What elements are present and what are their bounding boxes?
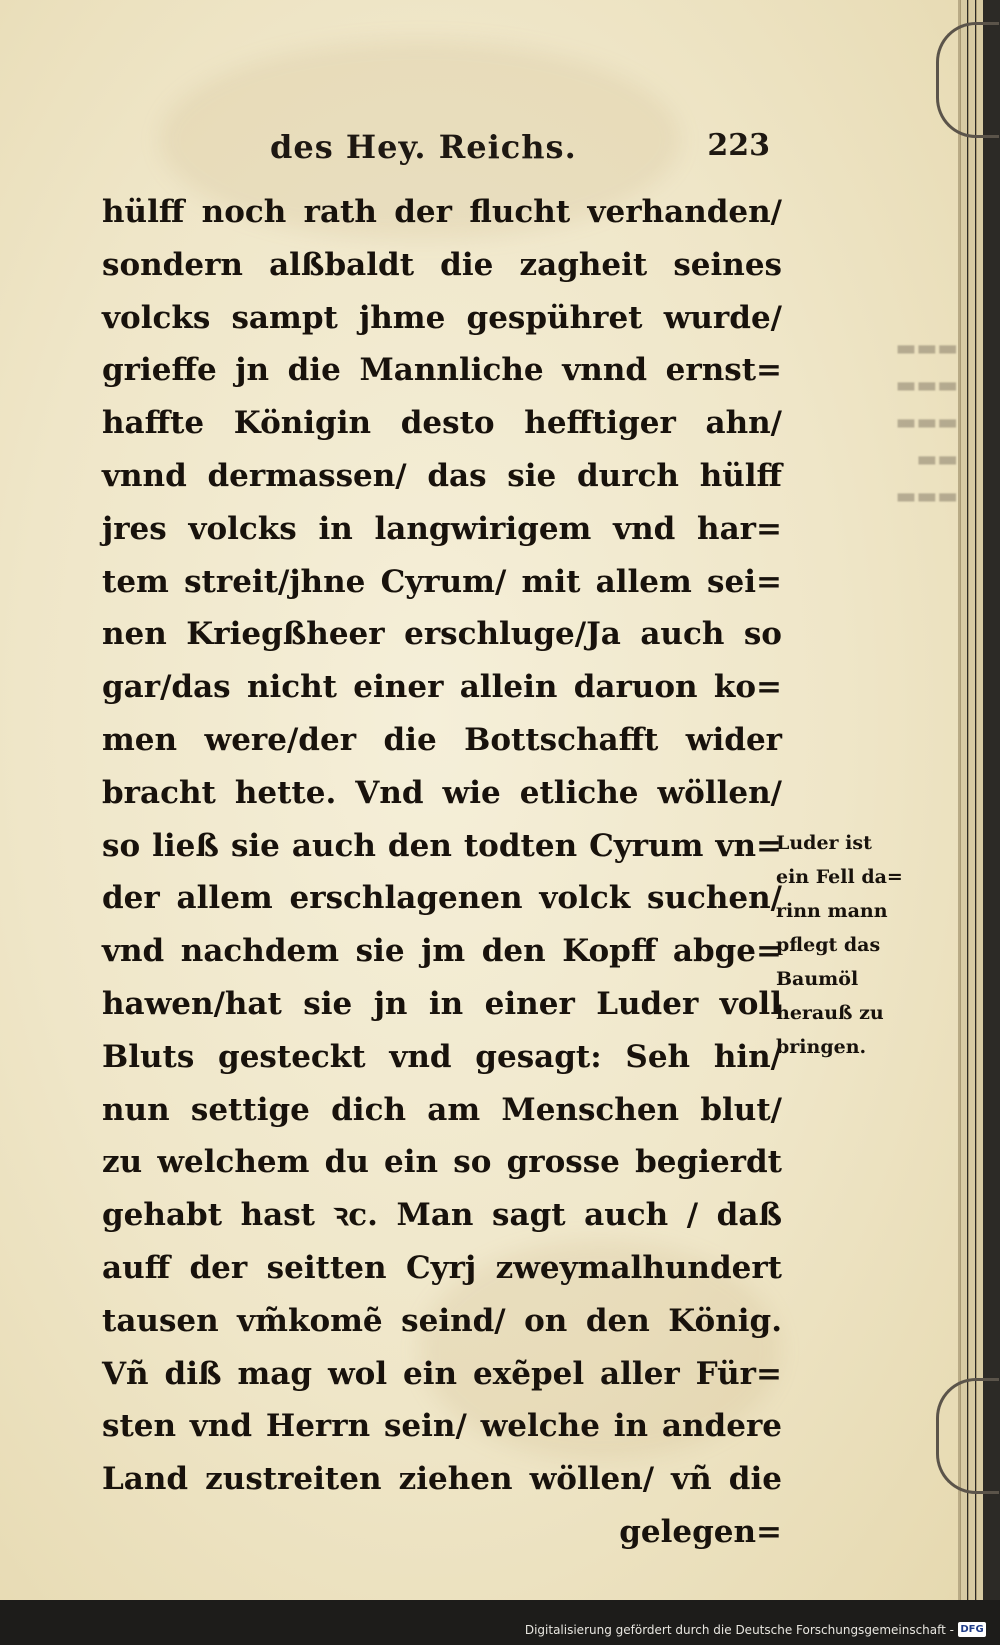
- marginal-note-line: ein Fell da=: [776, 866, 903, 888]
- page-edge: [968, 0, 975, 1600]
- text-line: der allem erschlagenen volck suchen/: [102, 880, 782, 917]
- running-title: des Hey. Reichs.: [270, 128, 577, 166]
- text-line: jres volcks in langwirigem vnd har=: [102, 510, 782, 547]
- text-line: Land zustreiten ziehen wöllen/ vñ die: [102, 1461, 782, 1498]
- text-line: tem streit/jhne Cyrum/ mit allem sei=: [102, 563, 782, 600]
- text-line: sten vnd Herrn sein/ welche in andere: [102, 1408, 782, 1445]
- text-line: gehabt hast ꝛc. Man sagt auch / daß: [102, 1197, 782, 1234]
- running-header: [270, 128, 770, 178]
- page-number: 223: [707, 128, 770, 163]
- text-line: zu welchem du ein so grosse begierdt: [102, 1144, 782, 1181]
- text-line: Vñ diß mag wol ein exẽpel aller Für=: [102, 1355, 782, 1392]
- book-clamp-bottom: [936, 1378, 999, 1494]
- page-edge: [976, 0, 983, 1600]
- funding-credit: Digitalisierung gefördert durch die Deutsche Forschungsgemeinschaft -: [524, 1623, 954, 1637]
- book-clamp-top: [936, 22, 999, 138]
- text-line: men were/der die Bottschafft wider: [102, 721, 782, 758]
- marginal-note-line: pflegt das: [776, 934, 881, 956]
- text-line: vnnd dermassen/ das sie durch hülff: [102, 457, 782, 494]
- text-line: so ließ sie auch den todten Cyrum vn=: [102, 827, 782, 864]
- text-line: haffte Königin desto hefftiger ahn/: [102, 405, 782, 442]
- text-line: grieffe jn die Mannliche vnnd ernst=: [102, 352, 782, 389]
- text-line: tausen vm̃komẽ seind/ on den König.: [102, 1302, 782, 1339]
- text-line: bracht hette. Vnd wie etliche wöllen/: [102, 774, 782, 811]
- dfg-logo: DFG: [958, 1622, 986, 1637]
- marginal-note: [776, 826, 926, 1064]
- page-edge: [960, 0, 967, 1600]
- bleed-through-text: ▬▬▬ ▬▬▬ ▬▬▬ ▬▬ ▬▬▬: [895, 336, 958, 509]
- marginal-note-line: rinn mann: [776, 900, 888, 922]
- text-line: vnd nachdem sie jm den Kopff abge=: [102, 933, 782, 970]
- text-line: auff der seitten Cyrj zweymalhundert: [102, 1249, 782, 1286]
- text-line: gar/das nicht einer allein daruon ko=: [102, 669, 782, 706]
- text-line: nun settige dich am Menschen blut/: [102, 1091, 782, 1128]
- marginal-note-line: Baumöl: [776, 968, 859, 990]
- main-text-block: [102, 186, 782, 1559]
- text-line: sondern alßbaldt die zagheit seines: [102, 246, 782, 283]
- text-line: nen Kriegßheer erschluge/Ja auch so: [102, 616, 782, 653]
- marginal-note-line: herauß zu: [776, 1002, 884, 1024]
- marginal-note-line: Luder ist: [776, 832, 872, 854]
- catchword: gelegen=: [619, 1513, 782, 1550]
- text-line: Bluts gesteckt vnd gesagt: Seh hin/: [102, 1038, 782, 1075]
- text-line: volcks sampt jhme gespühret wurde/: [102, 299, 782, 336]
- text-line: hawen/hat sie jn in einer Luder voll: [102, 985, 782, 1022]
- marginal-note-line: bringen.: [776, 1036, 867, 1058]
- text-line: hülff noch rath der flucht verhanden/: [102, 194, 782, 230]
